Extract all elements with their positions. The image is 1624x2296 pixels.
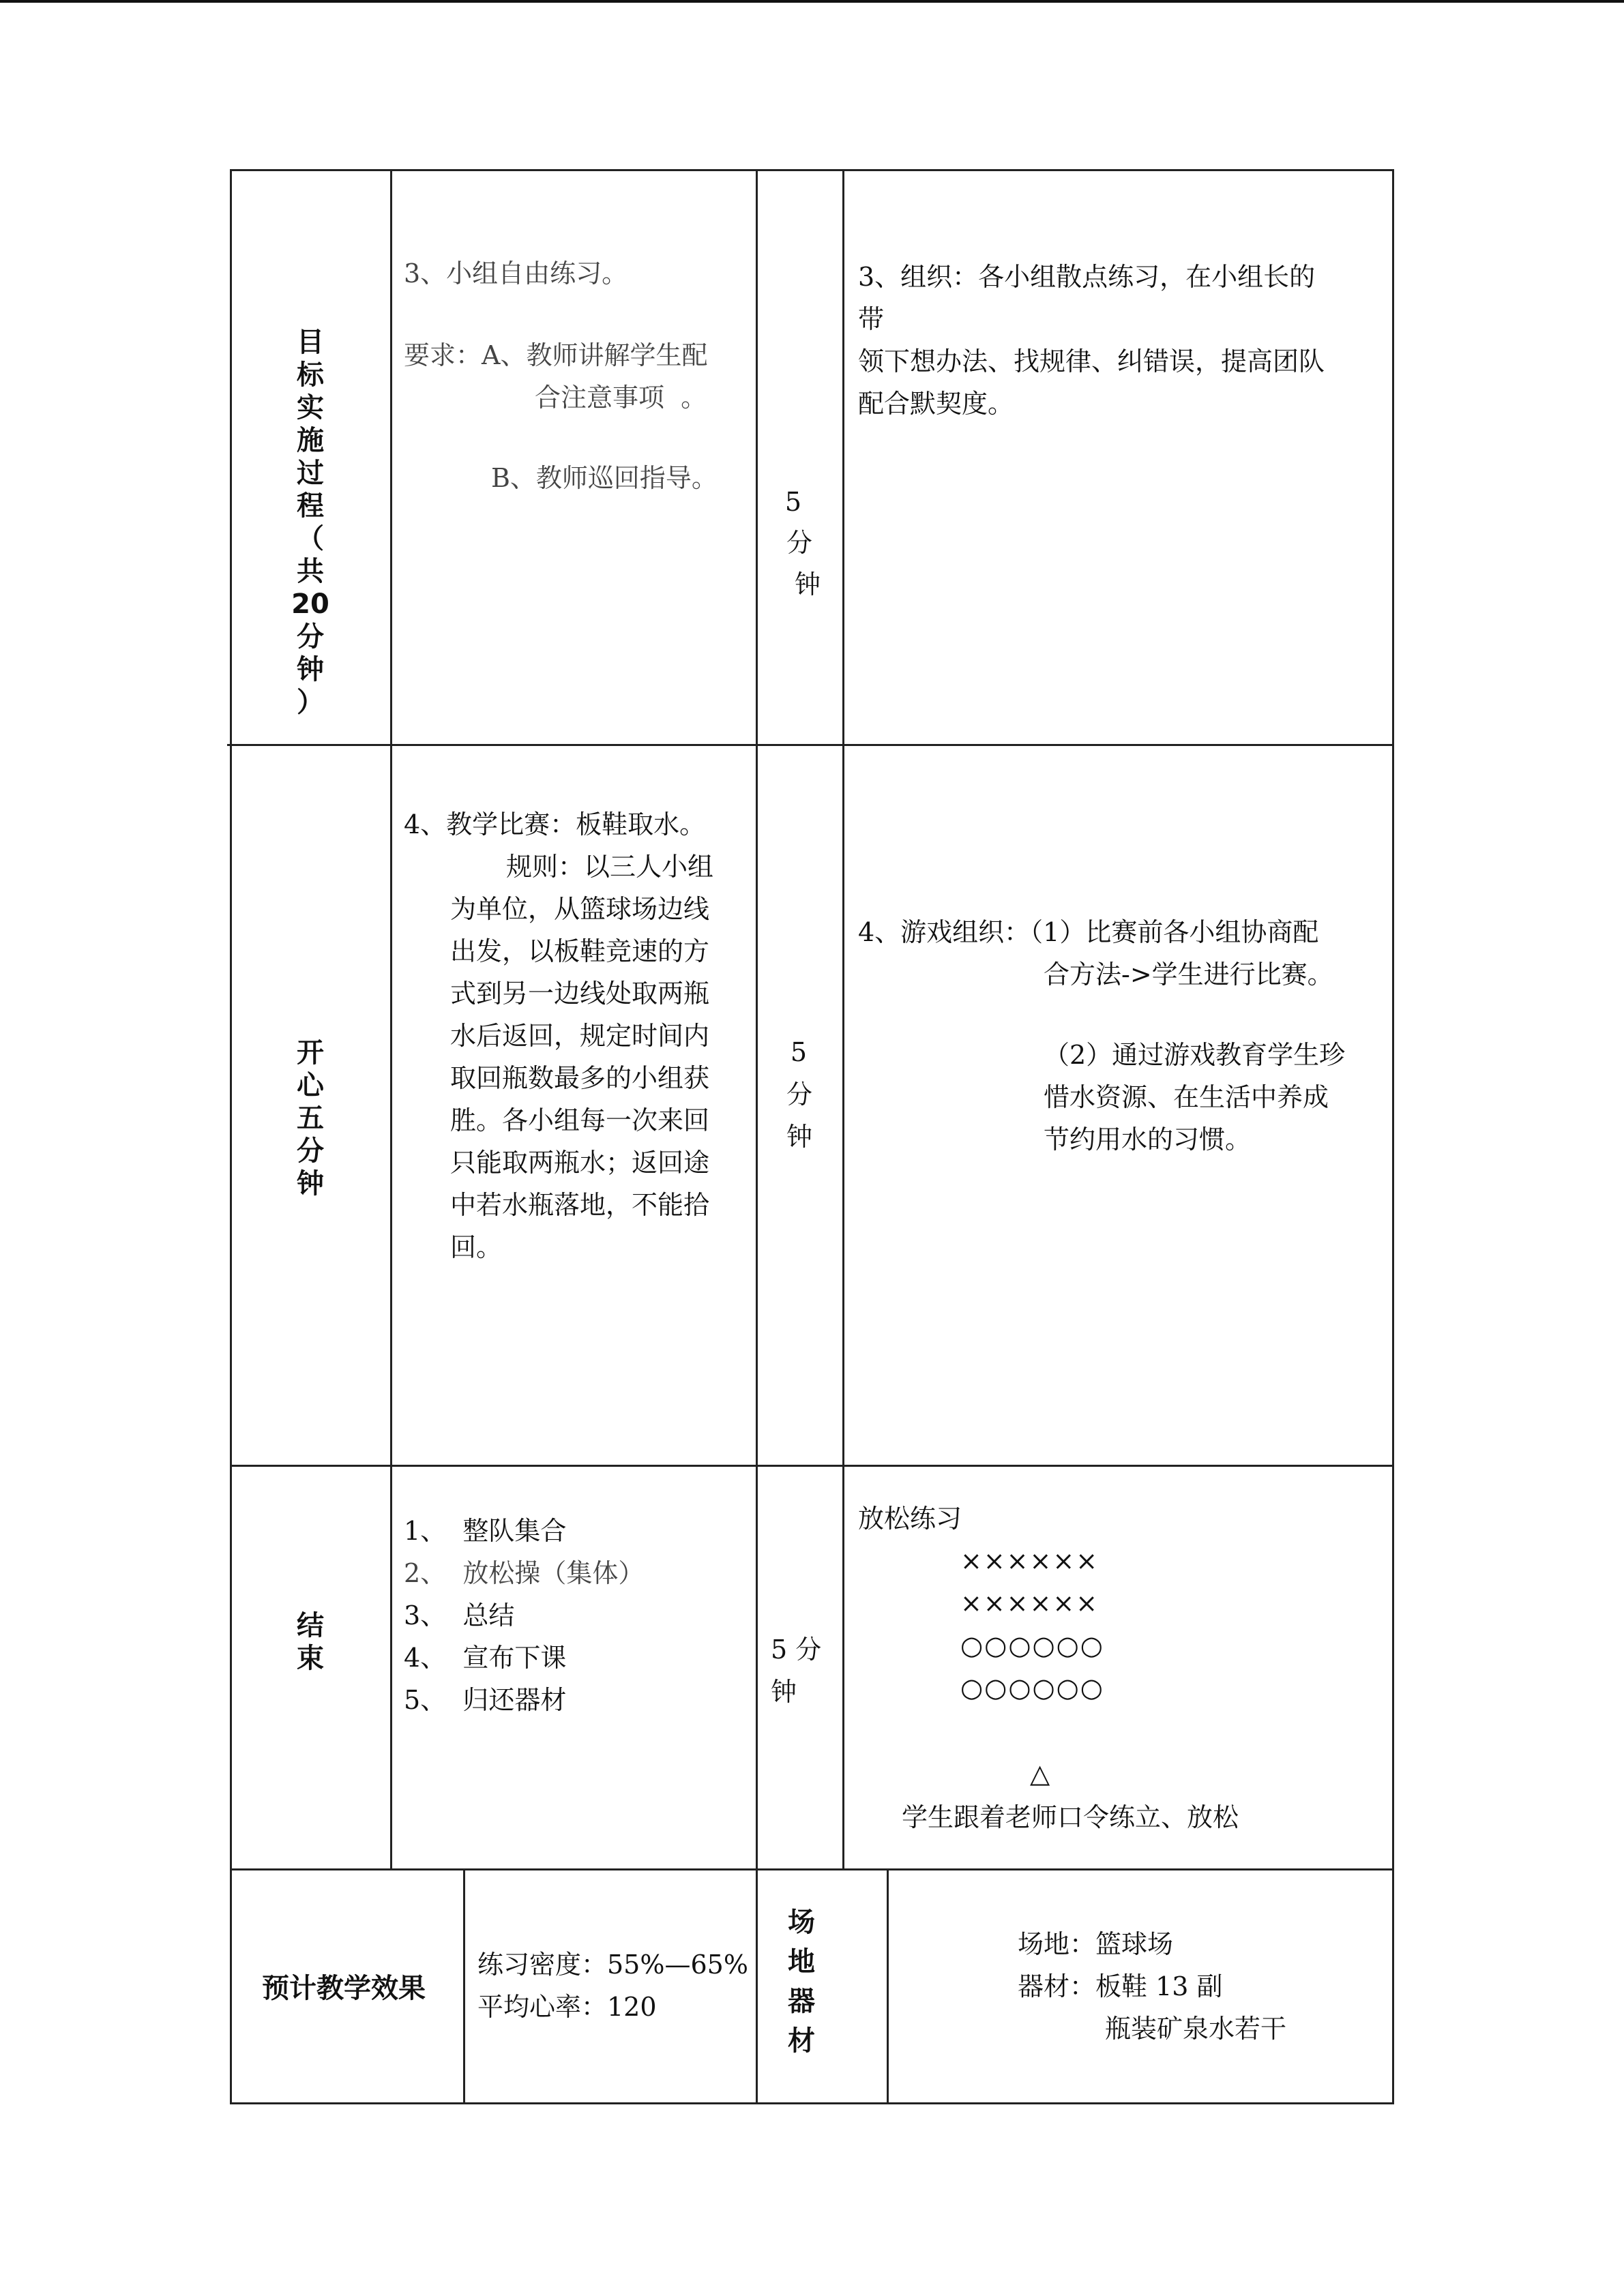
row2-rule-line1: 规则：以三人小组 [506, 852, 714, 882]
teacher-position-marker: △ [1030, 1759, 1050, 1789]
row2-organization-line1: 4、游戏组织：（1）比赛前各小组协商配 [858, 917, 1319, 947]
row1-requirement-b: B、教师巡回指导。 [491, 463, 718, 493]
row1-organization-line4: 配合默契度。 [858, 389, 1014, 419]
row-divider-1 [227, 744, 1394, 746]
col-divider-2 [756, 169, 758, 1870]
practice-density: 练习密度：55%—65% [477, 1950, 748, 1980]
expected-effect-label: 预计教学效果 [262, 1973, 426, 2004]
row3-time-2: 钟 [771, 1677, 797, 1707]
row2-section-label: 开 心 五 分 钟 [297, 1037, 324, 1199]
row-divider-2 [230, 1465, 1394, 1467]
table-border-top [230, 169, 1394, 171]
row4-col-divider-1 [463, 1868, 465, 2104]
venue-field: 场地：篮球场 [1018, 1929, 1174, 1959]
row1-time-number: 5 [784, 487, 802, 517]
row1-activity-title: 3、小组自由练习。 [404, 258, 628, 288]
row2-activity-title: 4、教学比赛：板鞋取水。 [404, 809, 706, 839]
row4-col-divider-3 [887, 1868, 889, 2104]
row3-section-label: 结 束 [297, 1610, 324, 1674]
row3-item-1: 1、 整队集合 [404, 1516, 567, 1546]
row1-organization-line3: 领下想办法、找规律、纠错误，提高团队 [858, 346, 1325, 376]
row2-time-unit-1: 分 [786, 1079, 812, 1109]
row3-item-3: 3、 总结 [404, 1600, 515, 1630]
row2-rule-line8: 只能取两瓶水；返回途 [450, 1148, 710, 1178]
row2-time-number: 5 [790, 1037, 808, 1067]
row2-organization-line5: 节约用水的习惯。 [1044, 1124, 1252, 1154]
row1-requirement-a: 要求：A、教师讲解学生配 [404, 340, 708, 370]
formation-row-students-2: ×××××× [960, 1588, 1099, 1618]
row3-time-1: 5 分 [771, 1635, 822, 1665]
row1-time-unit-2: 钟 [794, 569, 821, 599]
col-divider-3 [842, 169, 844, 1870]
table-border-right [1392, 169, 1394, 2104]
row3-item-2: 2、 放松操（集体） [404, 1558, 645, 1588]
row3-relax-caption: 学生跟着老师口令练立、放松 [902, 1802, 1239, 1832]
row2-rule-line6: 取回瓶数最多的小组获 [450, 1063, 710, 1093]
row1-organization-line1: 3、组织：各小组散点练习，在小组长的 [858, 262, 1316, 292]
row2-rule-line10: 回。 [450, 1232, 503, 1262]
row2-rule-line7: 胜。各小组每一次来回 [450, 1105, 710, 1135]
row1-requirement-a-cont: 合注意事项 。 [535, 383, 707, 413]
average-heart-rate: 平均心率：120 [477, 1992, 657, 2022]
page-top-border [0, 0, 1624, 3]
row-divider-3 [230, 1868, 1394, 1870]
formation-row-students-1: ×××××× [960, 1546, 1099, 1576]
table-border-left [230, 169, 232, 2104]
table-border-bottom [230, 2102, 1394, 2104]
row2-rule-line4: 式到另一边线处取两瓶 [450, 979, 710, 1009]
row3-item-5: 5、 归还器材 [404, 1685, 567, 1715]
row2-rule-line3: 出发，以板鞋竞速的方 [450, 936, 710, 966]
row1-time-unit-1: 分 [786, 528, 812, 558]
venue-equipment-label: 场 地 器 材 [788, 1907, 815, 2057]
row2-rule-line9: 中若水瓶落地，不能拾 [450, 1190, 710, 1220]
row3-relax-title: 放松练习 [858, 1504, 962, 1534]
row2-organization-line2: 合方法->学生进行比赛。 [1044, 959, 1333, 989]
row2-rule-line2: 为单位，从篮球场边线 [450, 894, 710, 924]
row4-col-divider-2 [756, 1868, 758, 2104]
col-divider-1 [390, 169, 392, 1870]
row3-item-4: 4、 宣布下课 [404, 1643, 567, 1673]
row2-rule-line5: 水后返回，规定时间内 [450, 1021, 710, 1051]
formation-row-students-3: ○○○○○○ [960, 1630, 1104, 1660]
equipment-shoes: 器材：板鞋 13 副 [1018, 1971, 1223, 2001]
equipment-water: 瓶装矿泉水若干 [1105, 2014, 1287, 2044]
row1-section-label: 目 标 实 施 过 程 （ 共 20 分 钟 ） [291, 327, 329, 718]
row1-organization-line2: 带 [858, 304, 885, 334]
row2-time-unit-2: 钟 [786, 1122, 812, 1152]
formation-row-students-4: ○○○○○○ [960, 1673, 1104, 1703]
row2-organization-line3: （2）通过游戏教育学生珍 [1044, 1040, 1346, 1070]
row2-organization-line4: 惜水资源、在生活中养成 [1044, 1082, 1329, 1112]
